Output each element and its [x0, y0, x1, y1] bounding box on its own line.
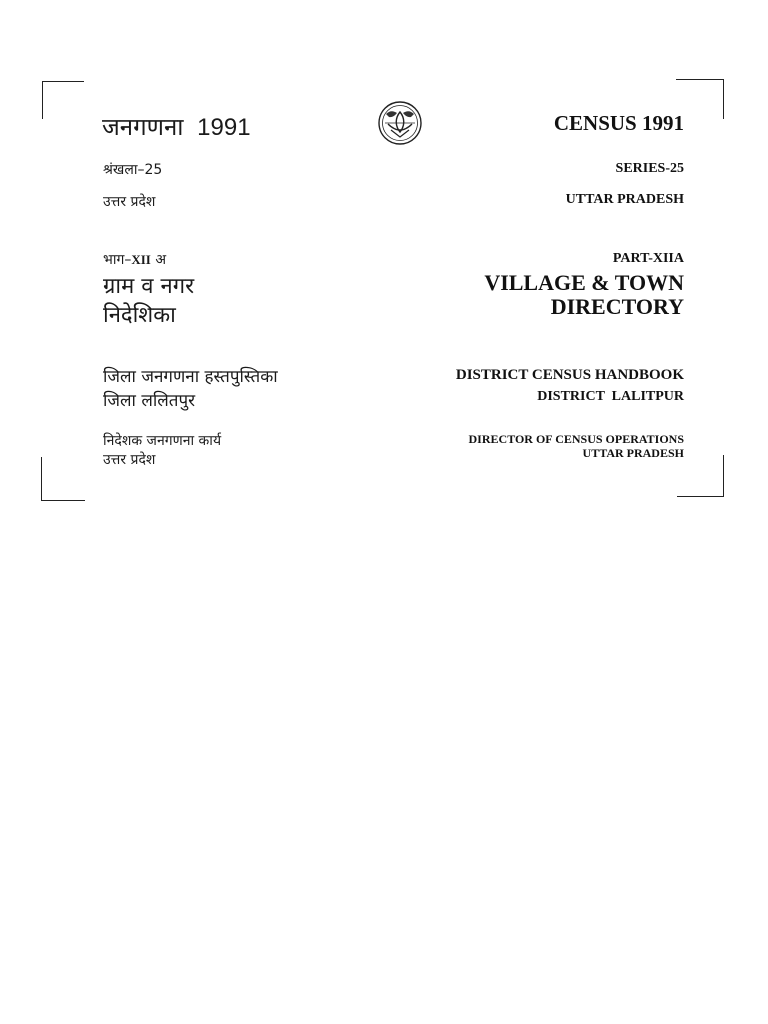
- english-handbook: DISTRICT CENSUS HANDBOOK: [455, 367, 684, 383]
- english-directory-line1: VILLAGE & TOWN: [484, 270, 684, 295]
- hindi-handbook: जिला जनगणना हस्तपुस्तिका: [103, 367, 278, 387]
- hindi-director-state: उत्तर प्रदेश: [103, 452, 156, 468]
- uttar-pradesh-emblem-icon: [377, 100, 423, 146]
- hindi-census-heading: [102, 110, 251, 143]
- hindi-census-title: जनगणना: [102, 113, 184, 141]
- hindi-census-year: 1991: [197, 114, 251, 141]
- english-directory-line2: DIRECTORY: [550, 294, 684, 319]
- crop-mark-top-left-h: [42, 81, 84, 82]
- english-district: DISTRICT LALITPUR: [537, 389, 684, 404]
- hindi-district: जिला ललितपुर: [103, 391, 196, 411]
- hindi-part-suffix: अ: [155, 252, 167, 268]
- english-census-heading: CENSUS 1991: [553, 111, 684, 135]
- crop-mark-bottom-left-h: [41, 500, 85, 501]
- english-director: DIRECTOR OF CENSUS OPERATIONS: [468, 432, 684, 446]
- crop-mark-top-right-v: [723, 79, 724, 119]
- english-part: PART-XIIA: [612, 251, 684, 266]
- hindi-part-prefix: भाग–: [103, 252, 132, 268]
- hindi-state: उत्तर प्रदेश: [103, 194, 156, 210]
- english-state: UTTAR PRADESH: [565, 192, 684, 207]
- crop-mark-bottom-left-v: [41, 457, 42, 501]
- crop-mark-top-right-h: [676, 79, 724, 80]
- crop-mark-bottom-right-v: [723, 455, 724, 497]
- hindi-part-number: XII: [131, 252, 151, 267]
- hindi-directory-line1: ग्राम व नगर: [103, 274, 195, 299]
- hindi-director: निदेशक जनगणना कार्य: [103, 433, 222, 449]
- english-director-state: UTTAR PRADESH: [582, 446, 684, 460]
- crop-mark-top-left-v: [42, 81, 43, 119]
- hindi-series: श्रंखला–25: [103, 162, 163, 178]
- english-series: SERIES-25: [615, 161, 684, 176]
- hindi-part: [103, 250, 166, 269]
- crop-mark-bottom-right-h: [677, 496, 724, 497]
- hindi-directory-line2: निदेशिका: [103, 303, 176, 328]
